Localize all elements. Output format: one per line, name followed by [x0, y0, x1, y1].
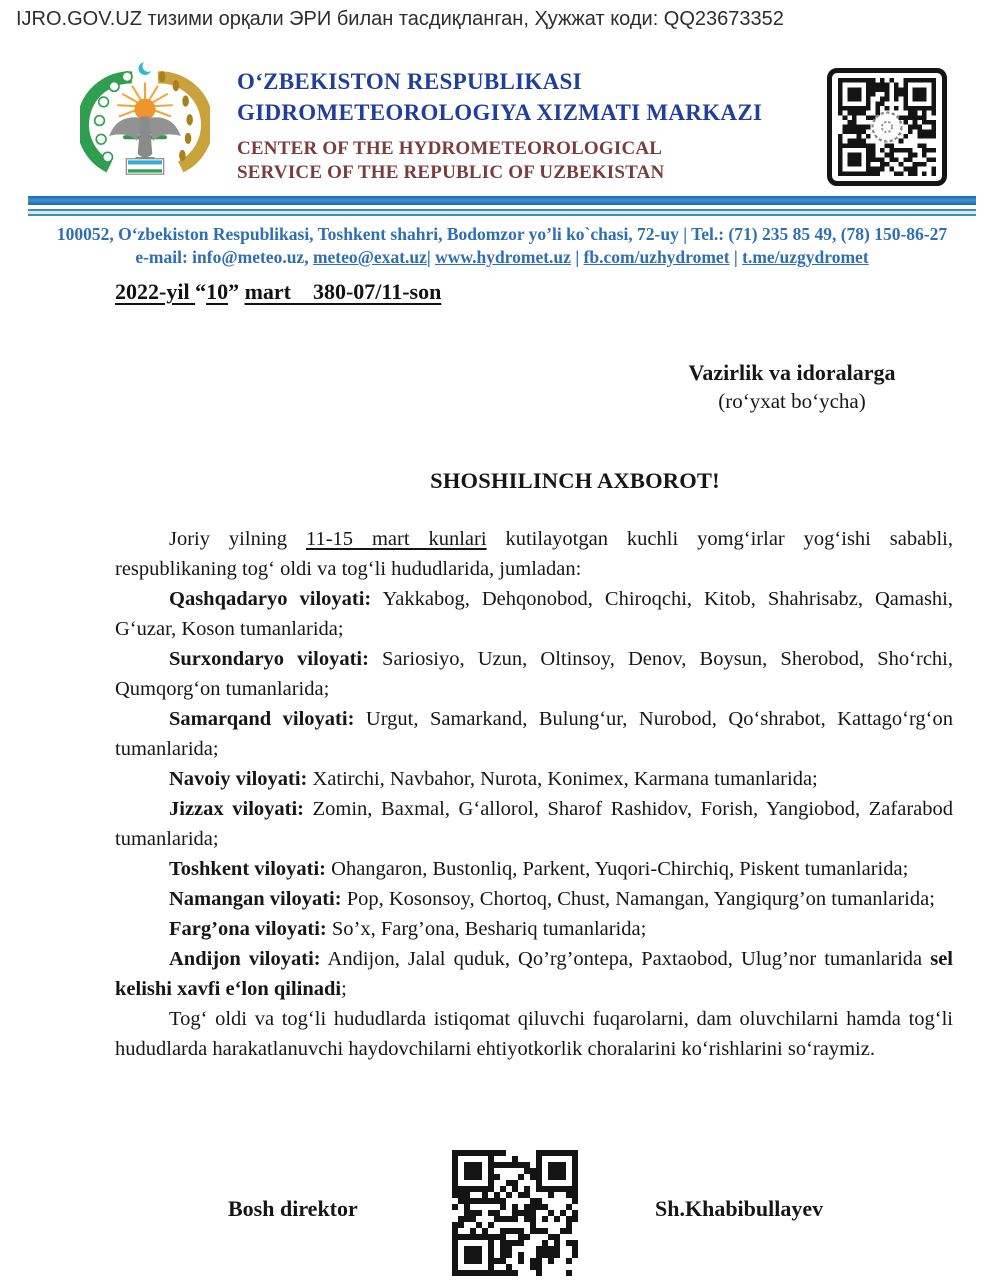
- body-paragraph: Navoiy viloyati: Xatirchi, Navbahor, Nurota, Konimex, Karmana tumanlarida;: [169, 768, 818, 790]
- org-name-en-line2: SERVICE OF THE REPUBLIC OF UZBEKISTAN: [237, 162, 665, 183]
- document-title: SHOSHILINCH AXBOROT!: [430, 468, 720, 493]
- body-paragraph: Qashqadaryo viloyati: Yakkabog, Dehqonobod, Chiroqchi, Kitob, Shahrisabz, Qamashi, G‘uzar, Koson tumanlarida;: [115, 588, 953, 640]
- uzbekistan-emblem-icon: [80, 57, 210, 189]
- contact-block: [0, 223, 1004, 269]
- addressee-title: Vazirlik va idoralarga: [688, 360, 896, 385]
- eri-verification-text: IJRO.GOV.UZ тизими орқали ЭРИ билан тасдиқланган, Ҳужжат коди: QQ23673352: [16, 8, 784, 30]
- date-and-reference-number: 2022-yil “10” mart 380-07/11-son: [115, 279, 442, 304]
- contact-link[interactable]: www.hydromet.uz: [435, 247, 571, 267]
- header-rule-thin: [28, 209, 976, 216]
- signature-qr-code: [452, 1150, 578, 1276]
- contact-address-line: 100052, O‘zbekiston Respublikasi, Toshkent shahri, Bodomzor yo’li ko`chasi, 72-uy | Tel.: (71) 235 85 49, (78) 150-86-27: [56, 224, 948, 244]
- contact-link[interactable]: meteo@exat.uz: [312, 247, 427, 267]
- body-paragraph: Toshkent viloyati: Ohangaron, Bustonliq, Parkent, Yuqori-Chirchiq, Piskent tumanlarida;: [169, 858, 909, 880]
- body-paragraph: Surxondaryo viloyati: Sariosiyo, Uzun, Oltinsoy, Denov, Boysun, Sherobod, Sho‘rchi, Qumqorg‘on tumanlarida;: [115, 648, 953, 700]
- contact-links-line: e-mail: info@meteo.uz, meteo@exat.uz| www.hydromet.uz | fb.com/uzhydromet | t.me/uzgydromet: [135, 247, 869, 267]
- organization-header: [237, 66, 797, 185]
- body-paragraph: Farg’ona viloyati: So’x, Farg’ona, Beshariq tumanlarida;: [169, 918, 647, 940]
- org-name-uz-line1: O‘ZBEKISTON RESPUBLIKASI: [237, 69, 582, 94]
- signatory-name: Sh.Khabibullayev: [655, 1196, 824, 1221]
- contact-link[interactable]: t.me/uzgydromet: [742, 247, 869, 267]
- addressee-block: [637, 358, 947, 416]
- addressee-subtitle: (ro‘yxat bo‘ycha): [718, 389, 866, 413]
- body-paragraph: Namangan viloyati: Pop, Kosonsoy, Chortoq, Chust, Namangan, Yangiqurg’on tumanlarida;: [169, 888, 935, 910]
- body-paragraph: Joriy yilning 11-15 mart kunlari kutilayotgan kuchli yomg‘irlar yog‘ishi sababli, respublikaning tog‘ oldi va tog‘li hududlarida, jumladan:: [115, 528, 953, 580]
- contact-link[interactable]: fb.com/uzhydromet: [583, 247, 730, 267]
- org-name-uz-line2: GIDROMETEOROLOGIYA XIZMATI MARKAZI: [237, 100, 763, 125]
- document-body: [115, 524, 953, 1064]
- body-paragraph: Samarqand viloyati: Urgut, Samarkand, Bulung‘ur, Nurobod, Qo‘shrabot, Kattago‘rg‘on tumanlarida;: [115, 708, 953, 760]
- body-paragraph: Jizzax viloyati: Zomin, Baxmal, G‘allorol, Sharof Rashidov, Forish, Yangiobod, Zafarabod tumanlarida;: [115, 798, 953, 850]
- body-paragraph: Andijon viloyati: Andijon, Jalal quduk, Qo’rg’ontepa, Paxtaobod, Ulug’nor tumanlarida sel kelishi xavfi e‘lon qilinadi;: [115, 948, 953, 1000]
- header-rule-thick: [28, 196, 976, 205]
- body-paragraph: Tog‘ oldi va tog‘li hududlarda istiqomat qiluvchi fuqarolarni, dam oluvchilarni hamda tog‘li hududlarda harakatlanuvchi haydovchilarni ehtiyotkorlik choralarini ko‘rishlarini so‘raymiz.: [115, 1008, 953, 1060]
- signatory-position: Bosh direktor: [228, 1196, 358, 1221]
- verification-qr-code: [827, 68, 947, 186]
- org-name-en-line1: CENTER OF THE HYDROMETEOROLOGICAL: [237, 138, 663, 159]
